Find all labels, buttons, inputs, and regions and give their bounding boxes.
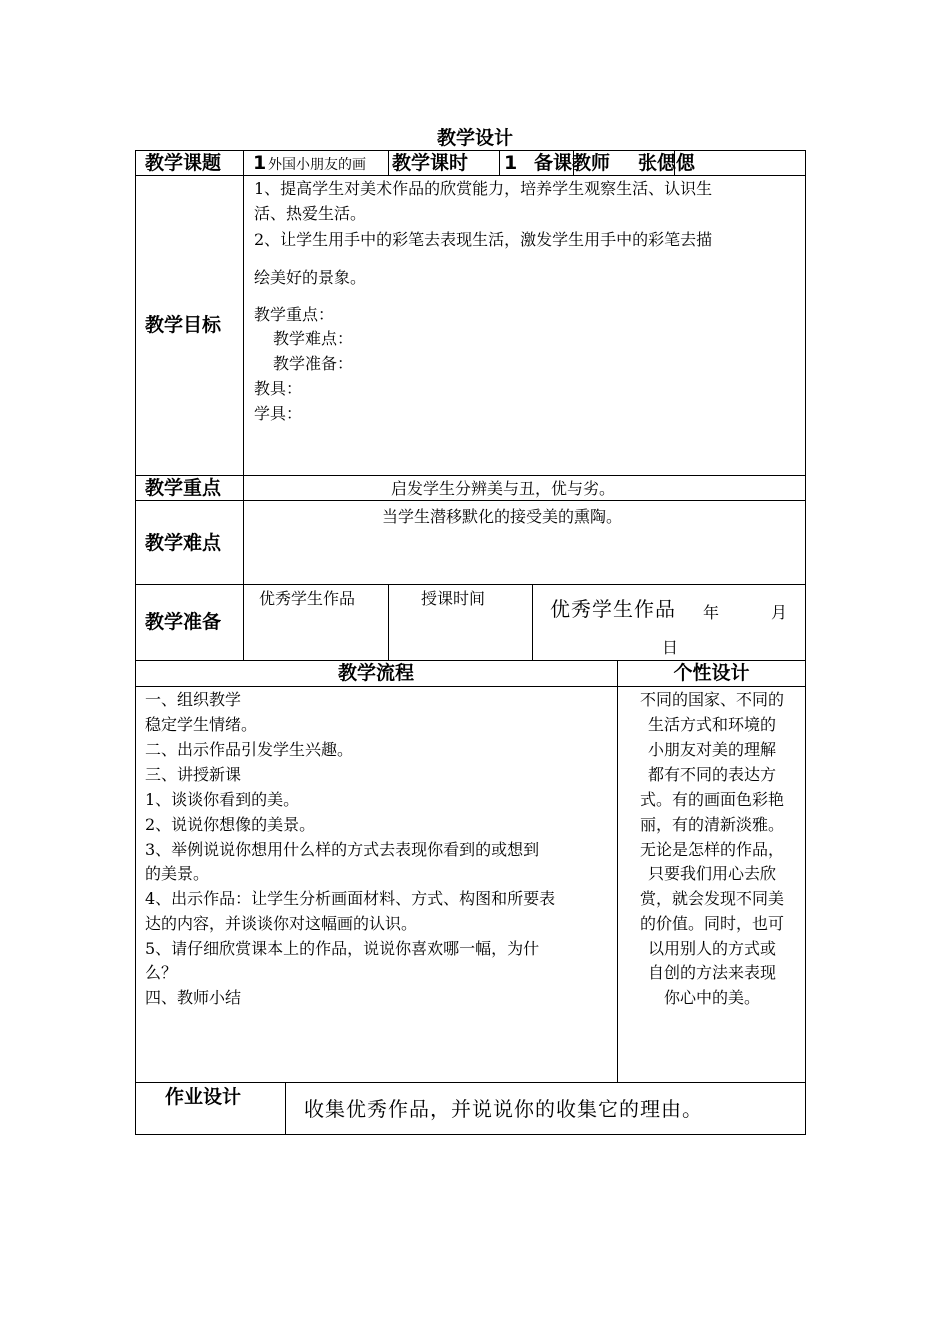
flow-step: 的美景。	[145, 864, 210, 883]
personal-design-line: 以用别人的方式或	[647, 939, 776, 958]
flow-step: 达的内容，并谈谈你对这幅画的认识。	[145, 914, 418, 933]
flow-step: 3、举例说说你想用什么样的方式去表现你看到的或想到	[145, 840, 540, 859]
difficulty-value: 当学生潜移默化的接受美的熏陶。	[382, 507, 623, 526]
topic-label: 教学课题	[145, 152, 222, 174]
homework-value: 收集优秀作品，并说说你的收集它的理由。	[304, 1097, 703, 1121]
hours-value: 1	[504, 152, 518, 174]
teacher-value: 张偲偲	[638, 152, 696, 174]
class-time-label: 授课时间	[421, 589, 486, 608]
topic-number: 1	[253, 152, 267, 174]
flow-step: 三、讲授新课	[145, 765, 242, 784]
teacher-label: 备课教师	[534, 152, 611, 174]
key-point-label: 教学重点	[145, 477, 222, 499]
flow-step: 5、请仔细欣赏课本上的作品，说说你喜欢哪一幅，为什	[145, 939, 540, 958]
flow-step: 2、说说你想像的美景。	[145, 815, 316, 834]
day-label: 日	[662, 638, 679, 657]
year-label: 年	[703, 603, 720, 622]
flow-header: 教学流程	[337, 662, 414, 684]
key-point-value: 启发学生分辨美与丑，优与劣。	[391, 479, 616, 498]
objectives-label: 教学目标	[145, 314, 222, 336]
personal-design-line: 生活方式和环境的	[647, 715, 776, 734]
personal-design-line: 只要我们用心去欣	[647, 864, 776, 883]
page-title: 教学设计	[436, 127, 513, 149]
personal-design-line: 丽，有的清新淡雅。	[639, 815, 784, 834]
flow-step: 一、组织教学	[145, 690, 242, 709]
flow-step: 二、出示作品引发学生兴趣。	[145, 740, 354, 759]
personal-design-line: 你心中的美。	[663, 988, 760, 1007]
personal-design-line: 赏，就会发现不同美	[639, 889, 784, 908]
flow-step: 稳定学生情绪。	[145, 715, 258, 734]
month-label: 月	[771, 603, 788, 622]
flow-step: 么？	[145, 963, 178, 982]
preparation-label: 教学准备	[145, 611, 222, 633]
personal-design-header: 个性设计	[673, 662, 750, 684]
preparation-materials: 优秀学生作品	[259, 589, 356, 608]
personal-design-line: 式。有的画面色彩艳	[639, 790, 784, 809]
flow-step: 1、谈谈你看到的美。	[145, 790, 300, 809]
flow-step: 4、出示作品：让学生分析画面材料、方式、构图和所要表	[145, 889, 556, 908]
personal-design-line: 的价值。同时，也可	[639, 914, 784, 933]
personal-design-line: 都有不同的表达方	[647, 765, 776, 784]
personal-design-line: 不同的国家、不同的	[639, 690, 784, 709]
homework-label: 作业设计	[165, 1086, 242, 1108]
personal-design-line: 自创的方法来表现	[647, 963, 776, 982]
difficulty-label: 教学难点	[145, 532, 222, 554]
objective-line: 活、热爱生活。	[254, 204, 367, 223]
hours-label: 教学课时	[392, 152, 469, 174]
personal-design-line: 小朋友对美的理解	[647, 740, 776, 759]
objective-line: 1、提高学生对美术作品的欣赏能力，培养学生观察生活、认识生	[254, 179, 713, 198]
student-tools-heading: 学具：	[254, 404, 303, 423]
objective-line: 2、让学生用手中的彩笔去表现生活，激发学生用手中的彩笔去描	[254, 230, 713, 249]
key-point-heading: 教学重点：	[254, 305, 335, 324]
topic-value: 外国小朋友的画	[268, 157, 366, 173]
objective-line: 绘美好的景象。	[254, 268, 367, 287]
personal-design-line: 无论是怎样的作品，	[639, 840, 784, 859]
teaching-tools-heading: 教具：	[254, 379, 303, 398]
class-time-value: 优秀学生作品	[550, 597, 676, 621]
preparation-heading: 教学准备：	[273, 354, 354, 373]
flow-step: 四、教师小结	[145, 988, 242, 1007]
difficulty-heading: 教学难点：	[273, 329, 354, 348]
